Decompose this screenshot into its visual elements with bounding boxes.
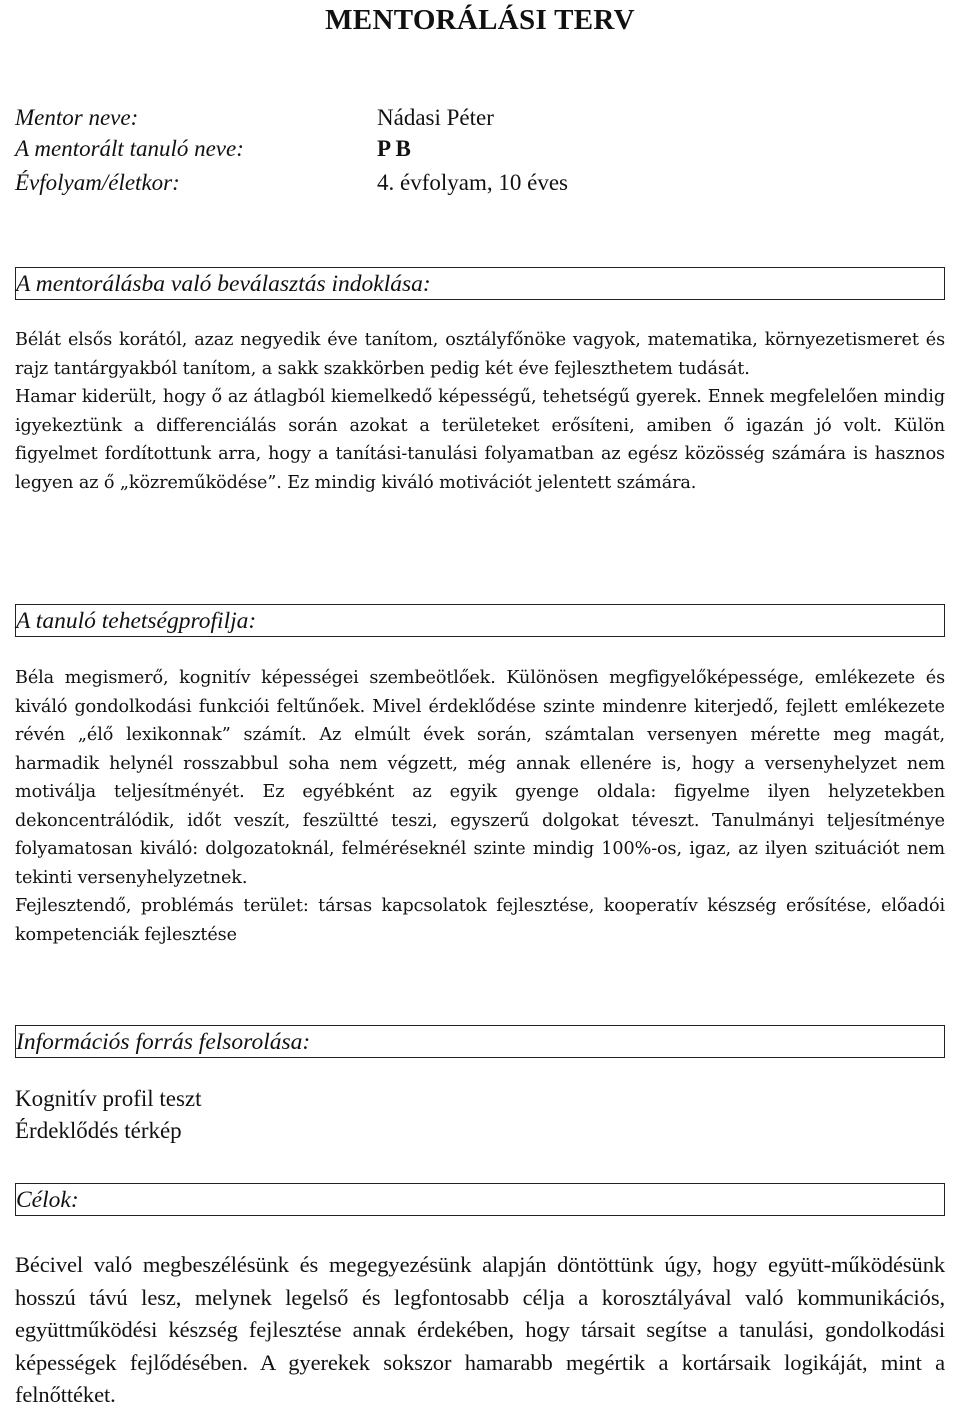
profile-heading: A tanuló tehetségprofilja: — [16, 608, 257, 634]
selection-text — [15, 326, 945, 497]
profile-heading-box — [15, 604, 945, 637]
sources-list — [15, 1083, 202, 1147]
mentor-label: Mentor neve: — [15, 105, 139, 130]
goals-heading-box — [15, 1183, 945, 1216]
selection-heading-box — [15, 267, 945, 300]
student-value: P B — [377, 136, 411, 161]
list-item: Kognitív profil teszt — [15, 1086, 202, 1111]
sources-heading: Információs forrás felsorolása: — [16, 1029, 311, 1055]
grade-value: 4. évfolyam, 10 éves — [377, 170, 568, 195]
document-title: MENTORÁLÁSI TERV — [325, 4, 635, 36]
selection-paragraph-1: Bélát elsős korától, azaz negyedik éve tanítom, osztályfőnöke vagyok, matematika, környezetismeret és rajz tantárgyakból tanítom, a sakk szakkörben pedig két éve fejleszthetem tudását. — [15, 330, 945, 379]
selection-heading: A mentorálásba való beválasztás indoklása: — [16, 271, 431, 297]
goals-text — [15, 1249, 945, 1412]
profile-paragraph-2: Fejlesztendő, problémás terület: társas kapcsolatok fejlesztése, kooperatív készség erősítése, előadói kompetenciák fejlesztése — [15, 896, 945, 945]
selection-paragraph-2: Hamar kiderült, hogy ő az átlagból kiemelkedő képességű, tehetségű gyerek. Ennek megfelelően mindig igyekeztünk a differenciálás során azokat a területeket erősíteni, amiben ő igazán jó volt. Külön figyelmet fordítottunk arra, hogy a tanítási-tanulási folyamatban az egész közösség számára is hasznos legyen az ő „közreműködése”. Ez mindig kiváló motivációt jelentett számára. — [15, 387, 945, 493]
profile-paragraph-1: Béla megismerő, kognitív képességei szembeötlőek. Különösen megfigyelőképessége, emlékezete és kiváló gondolkodási funkciói feltűnőek. Mivel érdeklődése szinte mindenre kiterjedő, fejlett emlékezete révén „élő lexikonnak” számít. Az elmúlt évek során, számtalan versenyen mérette meg magát, harmadik helynél rosszabbul soha nem végzett, még annak ellenére is, hogy a versenyhelyzet nem motiválja teljesítményét. Ez egyébként az egyik gyenge oldala: figyelme ilyen helyzetekben dekoncentrálódik, időt veszít, feszültté teszi, egyszerű dolgokat téveszt. Tanulmányi teljesítménye folyamatosan kiváló: dolgozatoknál, felméréseknél szinte mindig 100%-os, igaz, az ilyen szituációt nem tekinti versenyhelyzetnek. — [15, 668, 945, 888]
mentor-value: Nádasi Péter — [377, 105, 494, 130]
list-item: Érdeklődés térkép — [15, 1118, 182, 1143]
sources-heading-box — [15, 1025, 945, 1058]
profile-text — [15, 664, 945, 949]
student-label: A mentorált tanuló neve: — [15, 136, 244, 161]
goals-heading: Célok: — [16, 1187, 79, 1213]
grade-label: Évfolyam/életkor: — [15, 170, 180, 195]
goals-paragraph-1: Bécivel való megbeszélésünk és megegyezésünk alapján döntöttünk úgy, hogy együtt-működésünk hosszú távú lesz, melynek legelső és legfontosabb célja a korosztályával való kommunikációs, együttműködési készség fejlesztése annak érdekében, hogy társait segítse a tanulási, gondolkodási képességek fejlődésében. A gyerekek sokszor hamarabb megértik a kortársaik logikáját, mint a felnőttéket. — [15, 1252, 945, 1407]
